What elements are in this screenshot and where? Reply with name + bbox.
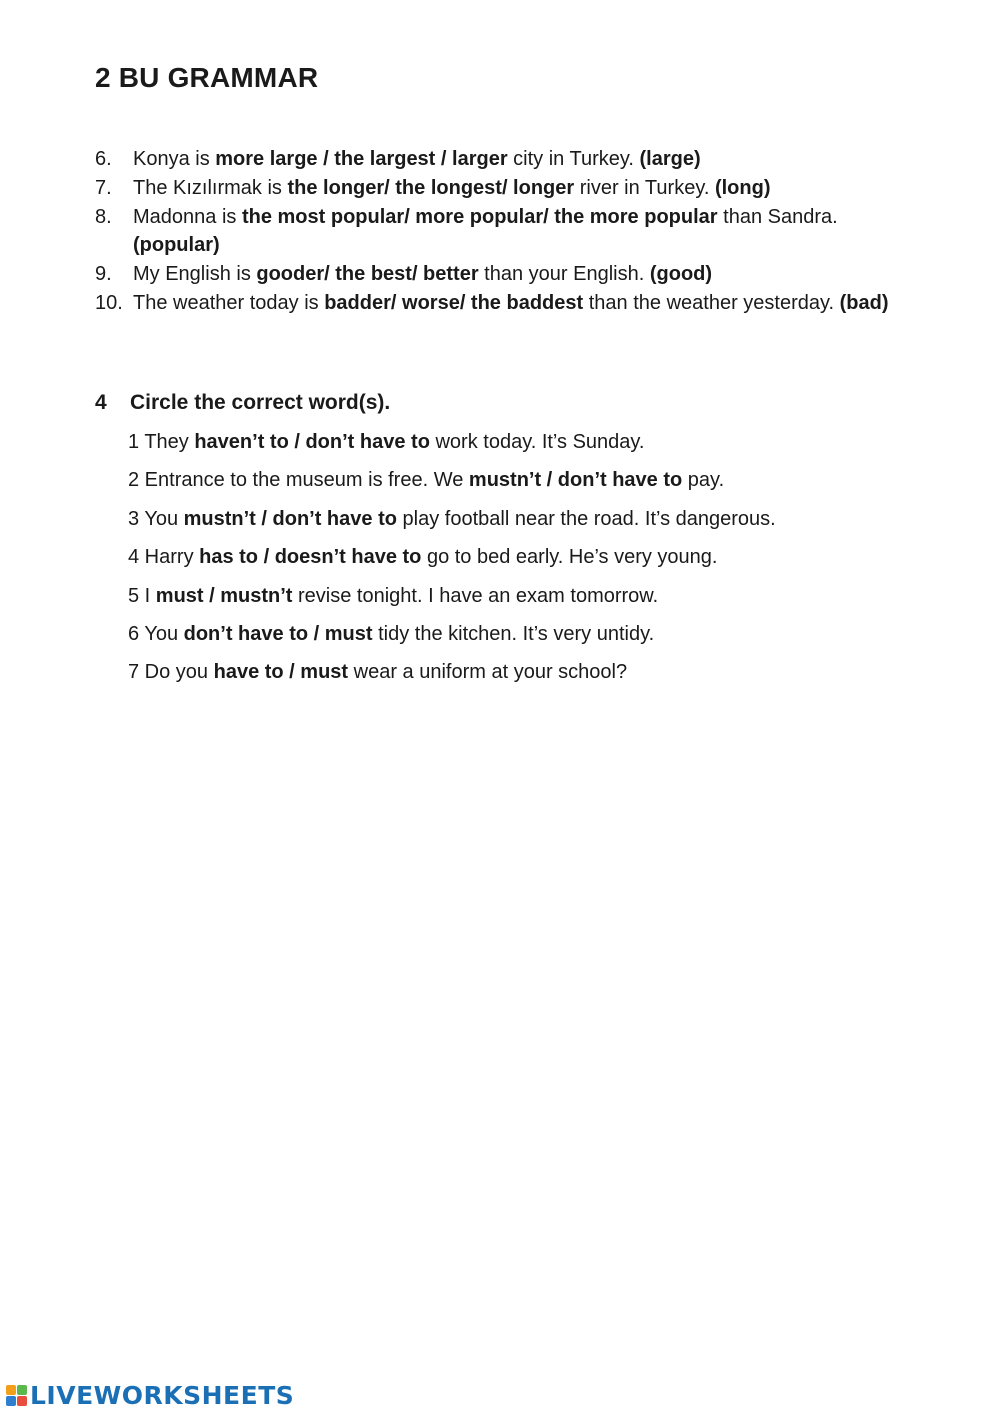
- comparatives-exercise-list: [95, 145, 925, 318]
- exercise-item: [128, 465, 925, 503]
- modal-verbs-list: [95, 427, 925, 696]
- item-text-part: pay.: [682, 469, 725, 492]
- answer-options[interactable]: the longer/ the longest/ longer: [287, 176, 575, 199]
- liveworksheets-logo[interactable]: [6, 1380, 294, 1410]
- item-text-part: city in Turkey.: [507, 148, 640, 170]
- item-text-part: The Kızılırmak is: [133, 176, 288, 199]
- item-text-part: revise tonight. I have an exam tomorrow.: [292, 584, 659, 607]
- exercise-item: [128, 581, 925, 619]
- exercise-number: 4: [95, 391, 107, 414]
- logo-square: [17, 1385, 27, 1395]
- answer-options[interactable]: more large / the largest / larger: [215, 148, 508, 170]
- exercise-item: [128, 619, 925, 657]
- exercise-heading: [95, 388, 925, 418]
- liveworksheets-logo-icon: [6, 1385, 27, 1406]
- item-text-part: 4 Harry: [128, 546, 200, 569]
- answer-options[interactable]: mustn’t / don’t have to: [183, 507, 397, 530]
- item-text-part: The weather today is: [133, 291, 325, 314]
- item-text-part: 1 They: [128, 431, 195, 453]
- answer-options[interactable]: gooder/ the best/ better: [256, 263, 479, 286]
- adjective-hint: (long): [714, 176, 771, 199]
- exercise-item: [128, 657, 925, 695]
- item-text-part: work today. It’s Sunday.: [429, 431, 645, 453]
- exercise-item: [95, 203, 925, 261]
- item-text-part: Konya is: [133, 148, 216, 170]
- item-text-part: than your English.: [478, 263, 650, 286]
- modal-verbs-exercise: [95, 388, 925, 696]
- item-text-part: 6 You: [128, 622, 184, 645]
- item-text-part: 2 Entrance to the museum is free. We: [128, 469, 469, 492]
- item-text-part: My English is: [133, 263, 257, 286]
- adjective-hint: (popular): [133, 234, 220, 257]
- item-number: 7.: [95, 176, 112, 199]
- answer-options[interactable]: have to / must: [213, 661, 349, 684]
- adjective-hint: (large): [639, 148, 701, 170]
- answer-options[interactable]: must / mustn’t: [155, 584, 293, 607]
- logo-square: [6, 1396, 16, 1406]
- item-number: 8.: [95, 205, 112, 228]
- item-number: 9.: [95, 263, 112, 286]
- answer-options[interactable]: badder/ worse/ the baddest: [324, 291, 584, 314]
- answer-options[interactable]: the most popular/ more popular/ the more popular: [241, 205, 718, 228]
- adjective-hint: (bad): [839, 291, 889, 314]
- item-number: 10.: [95, 291, 123, 314]
- item-number: 6.: [95, 148, 112, 170]
- answer-options[interactable]: has to / doesn’t have to: [199, 546, 422, 569]
- item-text-part: river in Turkey.: [574, 176, 715, 199]
- exercise-item: [128, 542, 925, 580]
- exercise-item: [128, 427, 925, 465]
- logo-square: [6, 1385, 16, 1395]
- adjective-hint: (good): [649, 263, 713, 286]
- item-text-part: wear a uniform at your school?: [348, 661, 628, 684]
- exercise-item: [95, 145, 925, 174]
- item-text-part: go to bed early. He’s very young.: [421, 546, 718, 569]
- exercise-item: [95, 260, 925, 289]
- answer-options[interactable]: don’t have to / must: [183, 622, 373, 645]
- exercise-item: [95, 289, 925, 318]
- answer-options[interactable]: mustn’t / don’t have to: [468, 469, 683, 492]
- item-text-part: 3 You: [128, 507, 184, 530]
- logo-text: LIVEWORKSHEETS: [30, 1380, 295, 1410]
- item-text-part: 7 Do you: [128, 661, 214, 684]
- item-text-part: Madonna is: [133, 205, 242, 228]
- page-title: 2 BU GRAMMAR: [95, 62, 319, 93]
- exercise-item: [128, 504, 925, 542]
- item-text-part: than Sandra.: [717, 205, 838, 228]
- exercise-instruction: Circle the correct word(s).: [130, 391, 391, 414]
- item-text-part: than the weather yesterday.: [583, 291, 840, 314]
- item-text-part: tidy the kitchen. It’s very untidy.: [372, 622, 655, 645]
- answer-options[interactable]: haven’t to / don’t have to: [194, 431, 430, 453]
- exercise-item: [95, 174, 925, 203]
- item-text-part: play football near the road. It’s dangerous.: [396, 507, 776, 530]
- logo-square: [17, 1396, 27, 1406]
- item-text-part: 5 I: [128, 584, 156, 607]
